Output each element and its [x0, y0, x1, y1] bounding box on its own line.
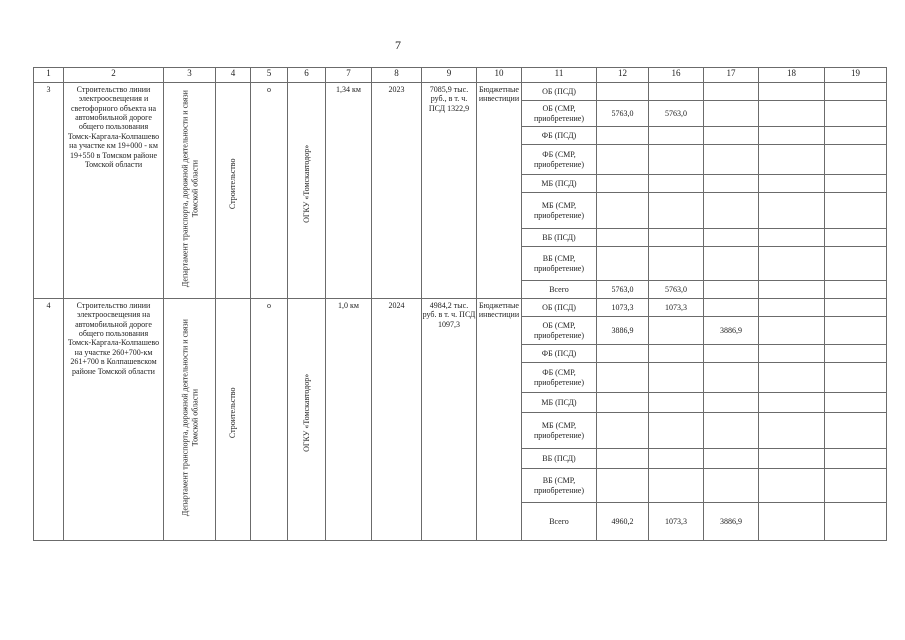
source-label: ВБ (ПСД) [522, 449, 597, 469]
source-label: ОБ (ПСД) [522, 299, 597, 317]
column-header: 19 [825, 68, 887, 83]
value-col12 [597, 247, 649, 281]
column-header: 11 [522, 68, 597, 83]
value-col16 [649, 413, 704, 449]
table-row [34, 299, 887, 317]
value-col12: 3886,9 [597, 317, 649, 345]
column-header: 4 [216, 68, 251, 83]
column-header: 17 [704, 68, 759, 83]
value-col17 [704, 193, 759, 229]
value-col17 [704, 83, 759, 101]
value-col16: 1073,3 [649, 299, 704, 317]
row-number: 4 [34, 299, 64, 541]
customer-cell-text: ОГКУ «Томскавтодор» [301, 144, 311, 223]
value-col19 [825, 393, 887, 413]
work-type-cell [216, 83, 251, 299]
column-header: 5 [251, 68, 288, 83]
source-label: МБ (ПСД) [522, 393, 597, 413]
value-col19 [825, 193, 887, 229]
value-col17: 3886,9 [704, 317, 759, 345]
source-label: ФБ (ПСД) [522, 127, 597, 145]
investment-table [33, 67, 887, 541]
value-col12 [597, 229, 649, 247]
page-number: 7 [395, 38, 401, 52]
column-header: 1 [34, 68, 64, 83]
source-label: МБ (СМР, приобретение) [522, 413, 597, 449]
value-col16 [649, 363, 704, 393]
value-col18 [759, 503, 825, 541]
column-header: 12 [597, 68, 649, 83]
work-type-cell-text: Строительство [228, 387, 238, 439]
value-col12 [597, 83, 649, 101]
value-col12 [597, 449, 649, 469]
value-col18 [759, 101, 825, 127]
source-label: ОБ (СМР, приобретение) [522, 317, 597, 345]
value-col19 [825, 449, 887, 469]
value-col16 [649, 393, 704, 413]
value-col18 [759, 449, 825, 469]
value-col17 [704, 101, 759, 127]
value-col19 [825, 345, 887, 363]
object-name: Строительство линии электроосвещения и светофорного объекта на автомобильной дороге общего пользования Томск-Каргала-Колпашево на участке км 19+000 - км 19+550 в Томском районе Томской области [64, 83, 164, 299]
value-col16 [649, 145, 704, 175]
value-col18 [759, 393, 825, 413]
value-col16 [649, 247, 704, 281]
department-cell-text: Департамент транспорта, дорожной деятельности и связи Томской области [179, 319, 199, 517]
work-type-cell [216, 299, 251, 541]
investment-cell: Бюджетные инвестиции [477, 299, 522, 541]
value-col19 [825, 175, 887, 193]
column-header: 10 [477, 68, 522, 83]
value-col19 [825, 229, 887, 247]
value-col19 [825, 247, 887, 281]
column-header: 9 [422, 68, 477, 83]
value-col12 [597, 393, 649, 413]
column-header: 7 [326, 68, 372, 83]
cost-cell: 7085,9 тыс. руб., в т. ч. ПСД 1322,9 [422, 83, 477, 299]
value-col17 [704, 449, 759, 469]
column-header: 18 [759, 68, 825, 83]
source-label: МБ (СМР, приобретение) [522, 193, 597, 229]
value-col12: 5763,0 [597, 281, 649, 299]
value-col19 [825, 83, 887, 101]
value-col12 [597, 145, 649, 175]
value-col17 [704, 393, 759, 413]
value-col12 [597, 413, 649, 449]
value-col18 [759, 281, 825, 299]
value-col12 [597, 345, 649, 363]
value-col12 [597, 193, 649, 229]
work-type-cell-text: Строительство [228, 158, 238, 210]
source-label: Всего [522, 281, 597, 299]
value-col17 [704, 469, 759, 503]
value-col17 [704, 145, 759, 175]
value-col17 [704, 229, 759, 247]
value-col19 [825, 127, 887, 145]
value-col16 [649, 175, 704, 193]
value-col18 [759, 145, 825, 175]
cost-cell: 4984,2 тыс. руб. в т. ч. ПСД 1097,3 [422, 299, 477, 541]
value-col17 [704, 413, 759, 449]
column-header: 2 [64, 68, 164, 83]
department-cell [164, 83, 216, 299]
source-label: ОБ (ПСД) [522, 83, 597, 101]
value-col18 [759, 175, 825, 193]
source-label: ВБ (СМР, приобретение) [522, 469, 597, 503]
source-label: МБ (ПСД) [522, 175, 597, 193]
value-col16 [649, 193, 704, 229]
value-col16: 5763,0 [649, 101, 704, 127]
value-col16 [649, 127, 704, 145]
value-col18 [759, 363, 825, 393]
value-col12 [597, 175, 649, 193]
value-col16 [649, 83, 704, 101]
source-label: ВБ (СМР, приобретение) [522, 247, 597, 281]
value-col18 [759, 247, 825, 281]
value-col17 [704, 345, 759, 363]
column-header: 16 [649, 68, 704, 83]
customer-cell-text: ОГКУ «Томскавтодор» [301, 373, 311, 452]
column-header: 3 [164, 68, 216, 83]
value-col18 [759, 193, 825, 229]
value-col17 [704, 175, 759, 193]
value-col12 [597, 469, 649, 503]
value-col18 [759, 317, 825, 345]
value-col19 [825, 101, 887, 127]
value-col16: 1073,3 [649, 503, 704, 541]
source-label: ФБ (СМР, приобретение) [522, 363, 597, 393]
value-col18 [759, 299, 825, 317]
row-number: 3 [34, 83, 64, 299]
value-col17 [704, 127, 759, 145]
value-col18 [759, 469, 825, 503]
source-label: ФБ (ПСД) [522, 345, 597, 363]
department-cell [164, 299, 216, 541]
department-cell-text: Департамент транспорта, дорожной деятельности и связи Томской области [179, 90, 199, 288]
value-col19 [825, 145, 887, 175]
value-col18 [759, 229, 825, 247]
table-row [34, 83, 887, 101]
value-col16 [649, 469, 704, 503]
value-col17 [704, 281, 759, 299]
value-col18 [759, 83, 825, 101]
value-col16 [649, 317, 704, 345]
value-col18 [759, 345, 825, 363]
length-cell: 1,0 км [326, 299, 372, 541]
value-col12 [597, 363, 649, 393]
column-header: 6 [288, 68, 326, 83]
value-col17 [704, 363, 759, 393]
source-label: ВБ (ПСД) [522, 229, 597, 247]
value-col19 [825, 281, 887, 299]
length-cell: 1,34 км [326, 83, 372, 299]
year-cell: 2024 [372, 299, 422, 541]
object-name: Строительство линии электроосвещения на автомобильной дороге общего пользования Томск-Каргала-Колпашево на участке 260+700-км 261+700 в Колпашевском районе Томской области [64, 299, 164, 541]
source-label: ОБ (СМР, приобретение) [522, 101, 597, 127]
value-col12: 4960,2 [597, 503, 649, 541]
source-label: Всего [522, 503, 597, 541]
value-col17 [704, 299, 759, 317]
value-col16 [649, 229, 704, 247]
col5-cell: о [251, 299, 288, 541]
value-col19 [825, 317, 887, 345]
customer-cell [288, 299, 326, 541]
value-col19 [825, 469, 887, 503]
value-col12 [597, 127, 649, 145]
value-col16: 5763,0 [649, 281, 704, 299]
value-col16 [649, 345, 704, 363]
value-col19 [825, 413, 887, 449]
value-col12: 5763,0 [597, 101, 649, 127]
year-cell: 2023 [372, 83, 422, 299]
investment-cell: Бюджетные инвестиции [477, 83, 522, 299]
value-col18 [759, 413, 825, 449]
header-row [34, 68, 887, 83]
value-col16 [649, 449, 704, 469]
source-label: ФБ (СМР, приобретение) [522, 145, 597, 175]
customer-cell [288, 83, 326, 299]
value-col19 [825, 363, 887, 393]
value-col17: 3886,9 [704, 503, 759, 541]
value-col19 [825, 503, 887, 541]
value-col19 [825, 299, 887, 317]
value-col18 [759, 127, 825, 145]
col5-cell: о [251, 83, 288, 299]
value-col17 [704, 247, 759, 281]
value-col12: 1073,3 [597, 299, 649, 317]
column-header: 8 [372, 68, 422, 83]
